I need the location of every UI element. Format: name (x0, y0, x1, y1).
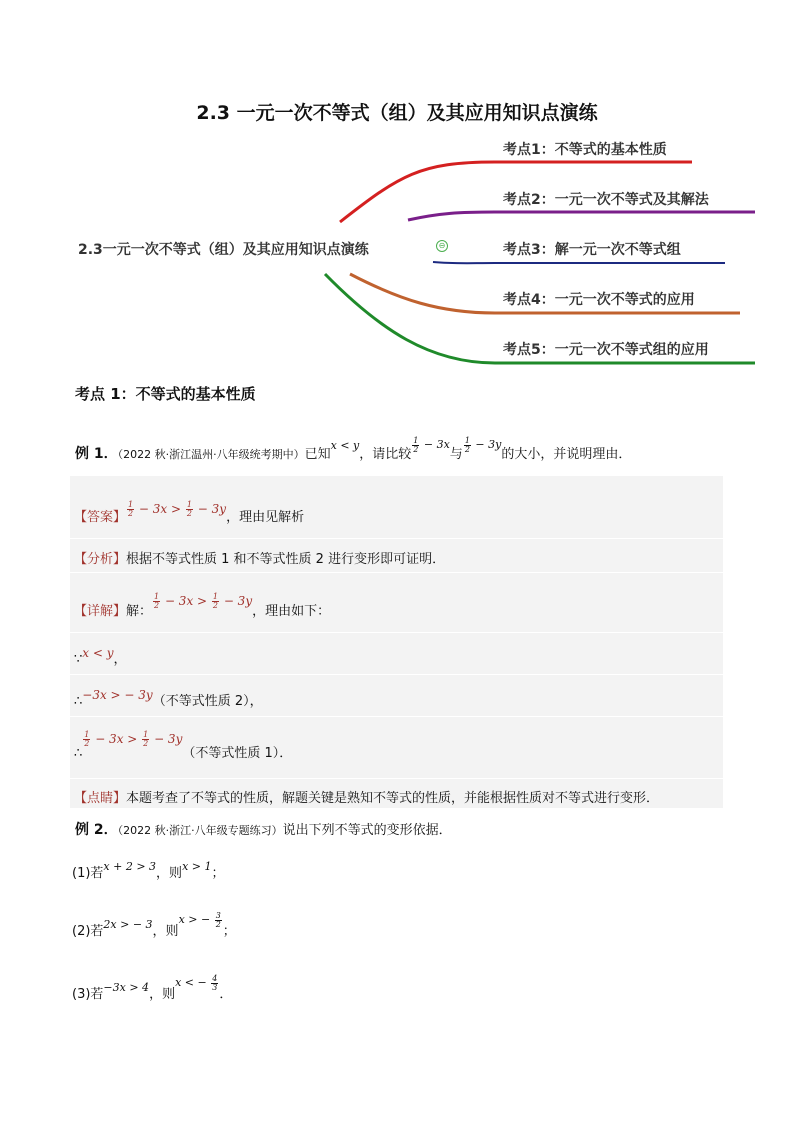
mindmap-branch-1: 考点1：不等式的基本性质 (503, 142, 667, 158)
answer-math: $\frac{1}{2}$ − 3x > $\frac{1}{2}$ − 3y (128, 500, 227, 518)
example2-label: 例 2． (75, 822, 118, 838)
detail-tag: 【详解】 (74, 604, 127, 619)
example2-item-3-result: x < − 4 3 (175, 973, 218, 992)
box-divider (70, 674, 723, 675)
section-heading: 考点 1：不等式的基本性质 (75, 385, 256, 403)
mindmap-branch-4: 考点4：一元一次不等式的应用 (503, 292, 695, 308)
analysis-tag: 【分析】 (74, 552, 127, 567)
step1-math: −3x > − 3y (82, 688, 153, 702)
therefore-line-1: ∴−3x > − 3y（不等式性质 2）， (74, 688, 263, 709)
therefore-symbol: ∴ (74, 694, 83, 709)
answer-tag: 【答案】 (74, 510, 127, 525)
box-divider (70, 778, 723, 779)
branch-line-2 (408, 212, 755, 220)
analysis-line: 【分析】根据不等式性质 1 和不等式性质 2 进行变形即可证明． (74, 552, 446, 567)
collapse-icon[interactable]: ⊖ (436, 240, 448, 252)
mindmap-branch-3: 考点3：解一元一次不等式组 (503, 242, 681, 258)
because-symbol: ∵ (74, 652, 83, 667)
example2-line: 例 2．（2022 秋·浙江·八年级专题练习）说出下列不等式的变形依据． (75, 822, 452, 838)
branch-line-3 (433, 262, 725, 263)
example2-item-2: (2)若$^{2x > - 3}$，则$^{x > - \frac{3}{2}}$ ； (72, 910, 236, 939)
comment-line: 【点睛】本题考查了不等式的性质，解题关键是熟知不等式的性质，并能根据性质对不等式进行变形． (74, 791, 660, 806)
step2-math: $\frac{1}{2}$ − 3x > $\frac{1}{2}$ − 3y (84, 730, 183, 748)
box-divider (70, 716, 723, 717)
example2-item-3: (3)若$^{-3x > 4}$，则$^{x < - \frac{4}{3}}$ ． (72, 973, 233, 1002)
example1-label: 例 1． (75, 446, 118, 462)
therefore-line-2: ∴ $\frac{1}{2}$ − 3x > $\frac{1}{2}$ − 3y（不等式性质 1）． (74, 730, 293, 761)
box-divider (70, 632, 723, 633)
page-title: 2.3 一元一次不等式（组）及其应用知识点演练 (196, 102, 598, 124)
example1-expr1: 1 2 − 3x (413, 435, 450, 454)
example1-line: 例 1．（2022 秋·浙江温州·八年级统考期中）已知$^{x < y}$，请比较 $^{\frac{1}{2} - 3x}$与 $^{\frac{1}{2} - 3y}$的大小，并说明理由． (75, 435, 632, 462)
example2-item-1: (1)若$^{x + 2 > 3}$，则$^{x > 1}$； (72, 860, 225, 881)
example1-expr2: 1 2 − 3y (464, 435, 502, 454)
example1-source: （2022 秋·浙江温州·八年级统考期中） (117, 448, 305, 461)
mindmap-branch-2: 考点2：一元一次不等式及其解法 (503, 192, 709, 208)
example2-item-2-result: x > − 3 2 (178, 910, 221, 929)
box-divider (70, 538, 723, 539)
example2-source: （2022 秋·浙江·八年级专题练习） (117, 824, 283, 837)
because-math: x < y (82, 646, 114, 660)
answer-line: 【答案】 $\frac{1}{2}$ − 3x > $\frac{1}{2}$ − 3y，理由见解析 (74, 500, 305, 525)
detail-math: $\frac{1}{2}$ − 3x > $\frac{1}{2}$ − 3y (154, 592, 253, 610)
mindmap-root: 2.3一元一次不等式（组）及其应用知识点演练 (78, 242, 369, 258)
example1-math-a: x < y (330, 439, 360, 452)
box-divider (70, 572, 723, 573)
mindmap-branch-5: 考点5：一元一次不等式组的应用 (503, 342, 709, 358)
because-line: ∵x < y， (74, 646, 127, 667)
comment-tag: 【点睛】 (74, 791, 127, 806)
detail-line: 【详解】解： $\frac{1}{2}$ − 3x > $\frac{1}{2}$ − 3y，理由如下： (74, 592, 331, 619)
therefore-symbol: ∴ (74, 746, 83, 761)
